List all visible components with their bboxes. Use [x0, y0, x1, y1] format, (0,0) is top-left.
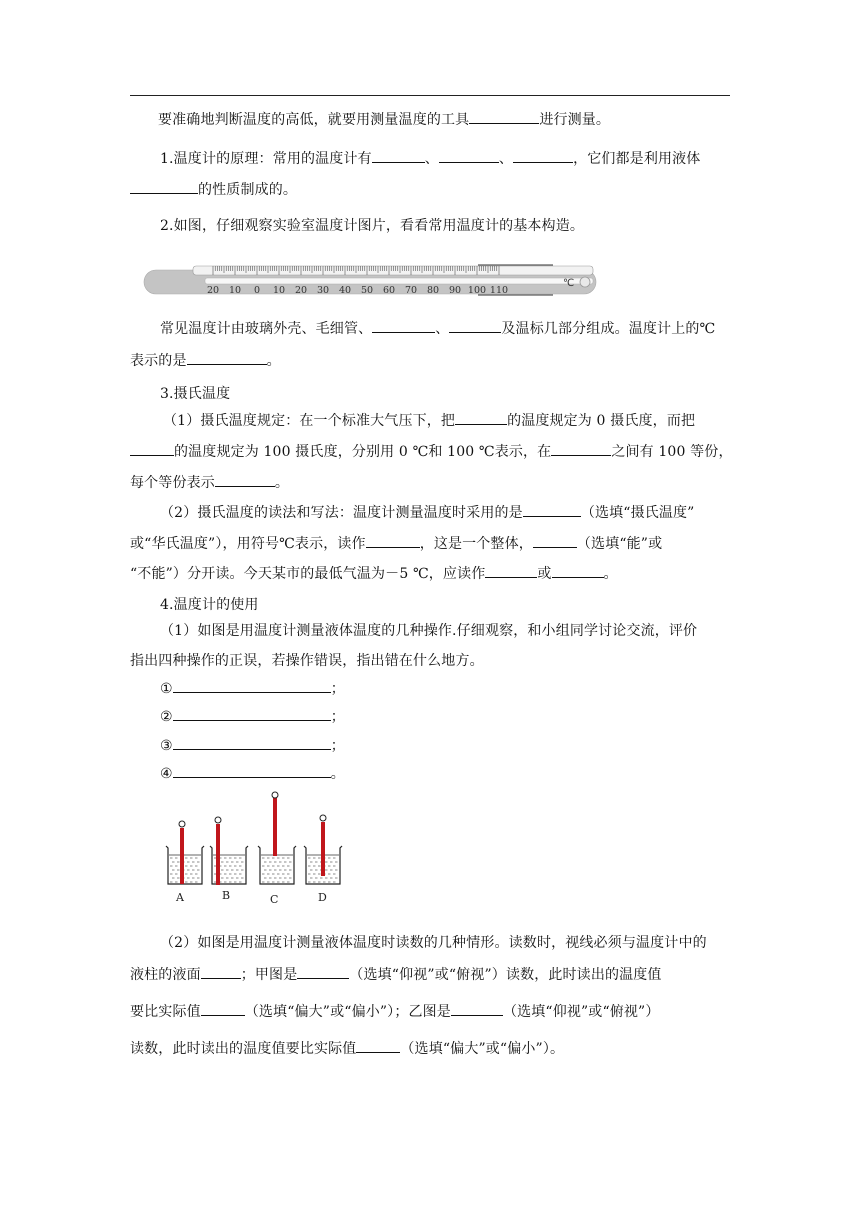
unit-label: ℃	[563, 278, 575, 289]
beaker-a	[166, 821, 204, 904]
marker: ①	[160, 681, 173, 697]
reading-line-2	[130, 965, 662, 984]
text: （选填“能”或	[576, 536, 663, 552]
marker: ③	[160, 738, 173, 754]
text: 2.如图，仔细观察实验室温度计图片，看看常用温度计的基本构造。	[160, 218, 585, 234]
blank	[469, 110, 539, 124]
scale-label: 0	[253, 285, 261, 296]
scale-label: 50	[360, 285, 374, 296]
text: ；	[330, 681, 345, 697]
blank	[173, 764, 331, 778]
text: （选填“偏大”或“偏小”）；乙图是	[244, 1004, 451, 1020]
blank	[201, 1002, 245, 1016]
text: 。	[603, 566, 618, 582]
reading-line-3	[130, 1002, 660, 1021]
text: 及温标几部分组成。温度计上的℃	[501, 321, 716, 337]
blank	[455, 411, 507, 425]
principle-line-2	[130, 180, 297, 199]
scale-label: 100	[467, 285, 487, 296]
label-b: B	[222, 889, 231, 902]
usage-para-line-1	[160, 622, 697, 640]
thermometer-top	[215, 817, 221, 823]
marker: ④	[160, 766, 173, 782]
lab-thermometer-figure	[143, 262, 598, 298]
text: 。	[266, 353, 281, 369]
blank	[523, 503, 581, 517]
text: 要准确地判断温度的高低，就要用测量温度的工具	[158, 112, 470, 128]
reading-line-1	[160, 934, 707, 952]
blank	[201, 965, 241, 979]
beaker-operations-figure	[160, 788, 350, 910]
text: （选填“摄氏温度”	[580, 505, 695, 521]
text: 指出四种操作的正误，若操作错误，指出错在什么地方。	[130, 653, 484, 669]
blank	[513, 149, 573, 163]
blank	[173, 679, 331, 693]
thermometer-top	[179, 821, 185, 827]
reading-line-4	[130, 1039, 564, 1058]
text: 液柱的液面	[130, 967, 201, 983]
blank	[372, 319, 435, 333]
usage-heading: 4.温度计的使用	[160, 597, 259, 613]
blank	[297, 965, 349, 979]
text: ，这是一个整体，	[419, 536, 533, 552]
thermometer-top	[272, 792, 278, 798]
label-c: C	[270, 893, 279, 906]
header-rule	[130, 95, 730, 96]
text: 要比实际值	[130, 1004, 201, 1020]
celsius-rule-line-2	[130, 442, 733, 461]
blank	[372, 149, 425, 163]
text: 的性质制成的。	[198, 182, 298, 198]
text: （1）摄氏温度规定：在一个标准大气压下，把	[163, 413, 456, 429]
scale-label: 90	[448, 285, 462, 296]
text: ，它们都是利用液体	[573, 151, 701, 167]
text: （1）如图是用温度计测量液体温度的几种操作.仔细观察，和小组同学讨论交流，评价	[160, 623, 698, 639]
usage-para-line-2	[130, 652, 484, 670]
celsius-read-line-2	[130, 534, 662, 553]
scale-label: 70	[404, 285, 418, 296]
scale-label: 20	[294, 285, 308, 296]
thermometer-top	[320, 815, 326, 821]
liquid-lines	[169, 855, 201, 882]
text: （选填“偏大”或“偏小”）。	[400, 1041, 565, 1057]
blank	[485, 564, 537, 578]
blank	[130, 180, 198, 194]
scale-label: 110	[489, 285, 509, 296]
blank	[187, 351, 267, 365]
structure-line	[160, 217, 584, 235]
beaker-b	[210, 817, 248, 902]
beaker-d	[304, 815, 342, 904]
text: 的温度规定为 100 摄氏度，分别用 0 ℃和 100 ℃表示，在	[174, 444, 552, 460]
scale-label: 80	[426, 285, 440, 296]
components-line-1	[160, 319, 715, 338]
text: 、	[498, 151, 514, 167]
text: 、	[424, 151, 439, 167]
blank	[552, 564, 604, 578]
text: 每个等份表示	[130, 475, 215, 491]
text: 或“华氏温度”），用符号℃表示，读作	[130, 536, 366, 552]
intro-line	[158, 110, 610, 129]
celsius-read-line-1	[160, 503, 694, 522]
text: （2）如图是用温度计测量液体温度时读数的几种情形。读数时，视线必须与温度计中的	[160, 935, 707, 951]
celsius-heading: 3.摄氏温度	[160, 386, 231, 402]
scale-label: 10	[228, 285, 242, 296]
answer-line-3	[160, 736, 345, 755]
text: 表示的是	[130, 353, 187, 369]
answer-line-4	[160, 764, 345, 783]
text: 常见温度计由玻璃外壳、毛细管、	[160, 321, 373, 337]
principle-line-1	[160, 149, 700, 168]
text: （2）摄氏温度的读法和写法：温度计测量温度时采用的是	[160, 505, 523, 521]
text: 进行测量。	[539, 112, 611, 128]
scale-label: 60	[382, 285, 396, 296]
text: 。	[274, 475, 290, 491]
blank	[215, 473, 275, 487]
blank	[173, 736, 331, 750]
text: ；	[330, 738, 345, 754]
text: ；	[330, 709, 345, 725]
answer-line-1	[160, 679, 345, 698]
text: （选填“仰视”或“俯视”）	[502, 1004, 660, 1020]
blank	[439, 149, 499, 163]
scale-label: 10	[272, 285, 286, 296]
blank	[449, 319, 501, 333]
blank	[451, 1002, 503, 1016]
text: 。	[330, 766, 345, 782]
thermometer-end-cap	[580, 277, 590, 287]
text: ；甲图是	[240, 967, 298, 983]
scale-label: 20	[206, 285, 220, 296]
text: “不能”）分开读。今天某市的最低气温为－5 ℃，应读作	[130, 566, 486, 582]
marker: ②	[160, 709, 173, 725]
blank	[366, 534, 420, 548]
scale-label: 30	[316, 285, 330, 296]
capillary-tube	[205, 278, 593, 284]
scale-label: 40	[338, 285, 352, 296]
text: 或	[537, 566, 552, 582]
text: 1.温度计的原理：常用的温度计有	[160, 151, 372, 167]
text: 、	[435, 321, 450, 337]
blank	[533, 534, 577, 548]
text: 的温度规定为 0 摄氏度，而把	[507, 413, 696, 429]
blank	[173, 707, 331, 721]
liquid-lines	[261, 855, 293, 882]
label-a: A	[176, 891, 184, 904]
blank	[356, 1039, 400, 1053]
text: 之间有 100 等份，	[611, 444, 733, 460]
beaker-c	[258, 792, 296, 906]
celsius-rule-line-3	[130, 473, 289, 492]
text: 读数，此时读出的温度值要比实际值	[130, 1041, 357, 1057]
blank	[130, 442, 174, 456]
label-d: D	[318, 891, 327, 904]
blank	[551, 442, 611, 456]
thermometer-stem-top	[193, 266, 593, 275]
celsius-read-line-3	[130, 564, 618, 583]
components-line-2	[130, 351, 281, 370]
celsius-rule-line-1	[163, 411, 695, 430]
answer-line-2	[160, 707, 345, 726]
text: （选填“仰视”或“俯视”）读数，此时读出的温度值	[349, 967, 662, 983]
